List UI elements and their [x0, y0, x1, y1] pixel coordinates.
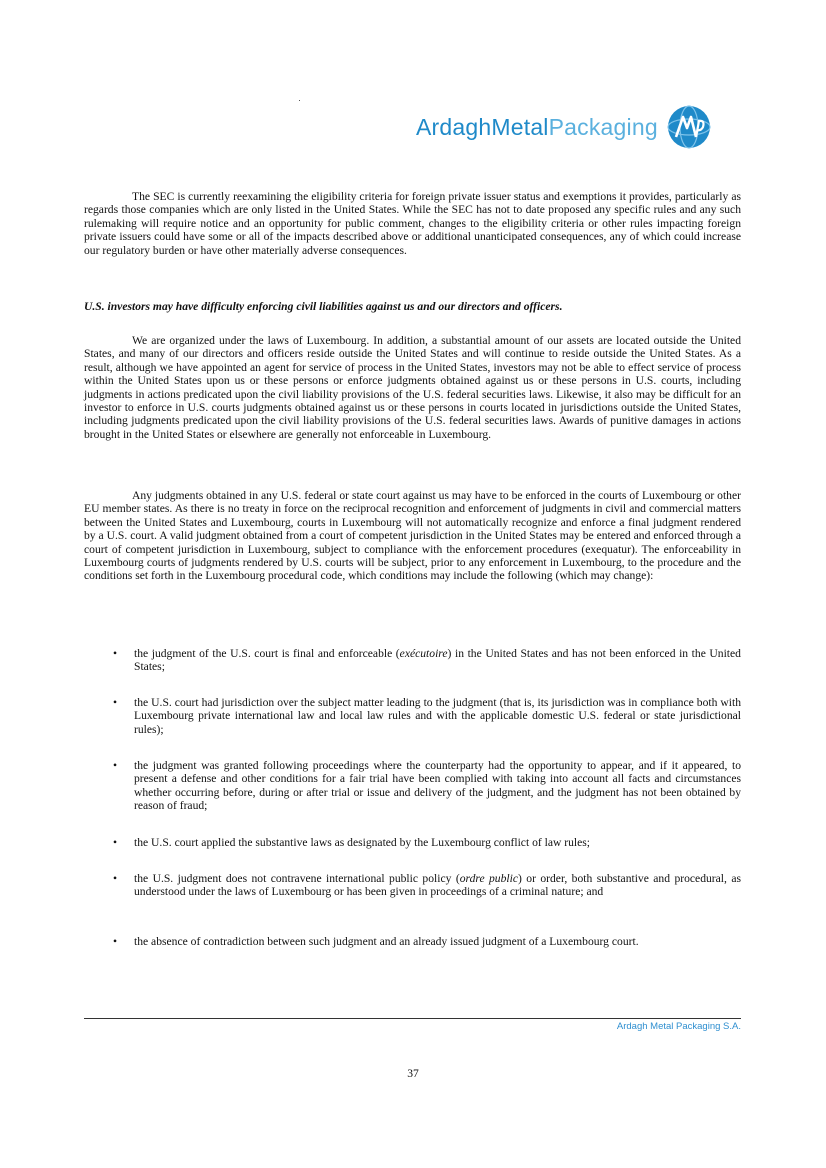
bullet-text: the judgment of the U.S. court is final and enforceable (exécutoire) in the United States and has not been enforced in the United States;	[134, 647, 741, 674]
logo-word-packaging: Packaging	[548, 113, 658, 140]
bullet-text: the U.S. court had jurisdiction over the subject matter leading to the judgment (that is, its jurisdiction was in compliance both with Luxembourg private international law and local law rules and with the applicable domestic U.S. federal or state jurisdictional rules);	[134, 696, 741, 736]
bullet-icon: •	[113, 836, 118, 849]
stray-mark	[299, 100, 300, 101]
footer-company-name: Ardagh Metal Packaging S.A.	[616, 1021, 741, 1032]
amp-globe-icon	[666, 104, 712, 150]
paragraph-text: The SEC is currently reexamining the eligibility criteria for foreign private issuer status and exemptions it provides, particularly as regards those companies which are only listed in the United States. While the SEC has not to date proposed any specific rules and any such rulemaking will require notice and an opportunity for public comment, changes to the eligibility criteria or other rules impacting foreign private issuers could have some or all of the impacts described above or additional unanticipated consequences, any of which could increase our regulatory burden or have other materially adverse consequences.	[84, 190, 741, 257]
bullet-item-jurisdiction	[84, 696, 741, 736]
bullet-icon: •	[113, 696, 118, 709]
page-number: 37	[407, 1067, 419, 1080]
bullet-text: the judgment was granted following proceedings where the counterparty had the opportunity to appear, and if it appeared, to present a defense and other conditions for a fair trial have been complied with taking into account all facts and circumstances whether occurring before, during or after trial or issue and delivery of the judgment, and the judgment has not been obtained by reason of fraud;	[134, 759, 741, 813]
bullet-icon: •	[113, 759, 118, 772]
paragraph-text: Any judgments obtained in any U.S. federal or state court against us may have to be enforced in the courts of Luxembourg or other EU member states. As there is no treaty in force on the reciprocal recognition and enforcement of judgments in civil and commercial matters between the United States and Luxembourg, courts in Luxembourg will not automatically recognize and enforce a final judgment rendered by a U.S. court. A valid judgment obtained from a court of competent jurisdiction in the United States may be entered and enforced through a court of competent jurisdiction in Luxembourg, subject to compliance with the enforcement procedures (exequatur). The enforceability in Luxembourg courts of judgments rendered by U.S. courts will be subject, prior to any enforcement in Luxembourg, to the procedure and the conditions set forth in the Luxembourg procedural code, which conditions may include the following (which may change):	[84, 489, 741, 583]
bullet-item-substantive-laws	[84, 836, 741, 849]
bullet-icon: •	[113, 647, 118, 660]
paragraph-text: We are organized under the laws of Luxembourg. In addition, a substantial amount of our assets are located outside the United States, and many of our directors and officers reside outside the United States and will continue to reside outside the United States. As a result, although we have appointed an agent for service of process in the United States, investors may not be able to effect service of process within the United States upon us or these persons or enforce judgments obtained against us or these persons in U.S. courts, including judgments in actions predicated upon the civil liability provisions of the U.S. federal securities laws. Likewise, it also may be difficult for an investor to enforce in U.S. courts judgments obtained against us or these persons in courts located in jurisdictions outside the United States, including judgments predicated upon the civil liability provisions of the U.S. federal securities laws. Awards of punitive damages in actions brought in the United States or elsewhere are generally not enforceable in Luxembourg.	[84, 334, 741, 441]
bullet-item-public-policy	[84, 872, 741, 899]
bullet-text: the U.S. court applied the substantive laws as designated by the Luxembourg conflict of law rules;	[134, 836, 591, 849]
paragraph-sec-reexamining	[84, 190, 741, 257]
logo-word-metal: Metal	[491, 113, 549, 140]
bullet-icon: •	[113, 935, 118, 948]
bullet-item-fair-trial	[84, 759, 741, 813]
paragraph-luxembourg-organization	[84, 334, 741, 441]
bullet-icon: •	[113, 872, 118, 885]
bullet-item-final-enforceable	[84, 647, 741, 674]
logo-wordmark	[416, 114, 658, 141]
bullet-text: the U.S. judgment does not contravene international public policy (ordre public) or order, both substantive and procedural, as understood under the laws of Luxembourg or has been given in proceedings of a criminal nature; and	[134, 872, 741, 899]
logo-word-ardagh: Ardagh	[416, 113, 492, 140]
bullet-text: the absence of contradiction between such judgment and an already issued judgment of a Luxembourg court.	[134, 935, 639, 948]
section-heading: U.S. investors may have difficulty enforcing civil liabilities against us and our directors and officers.	[84, 300, 563, 313]
footer-divider	[84, 1018, 741, 1019]
bullet-item-no-contradiction	[84, 935, 741, 948]
company-logo	[416, 104, 712, 150]
paragraph-judgments-enforcement	[84, 489, 741, 583]
